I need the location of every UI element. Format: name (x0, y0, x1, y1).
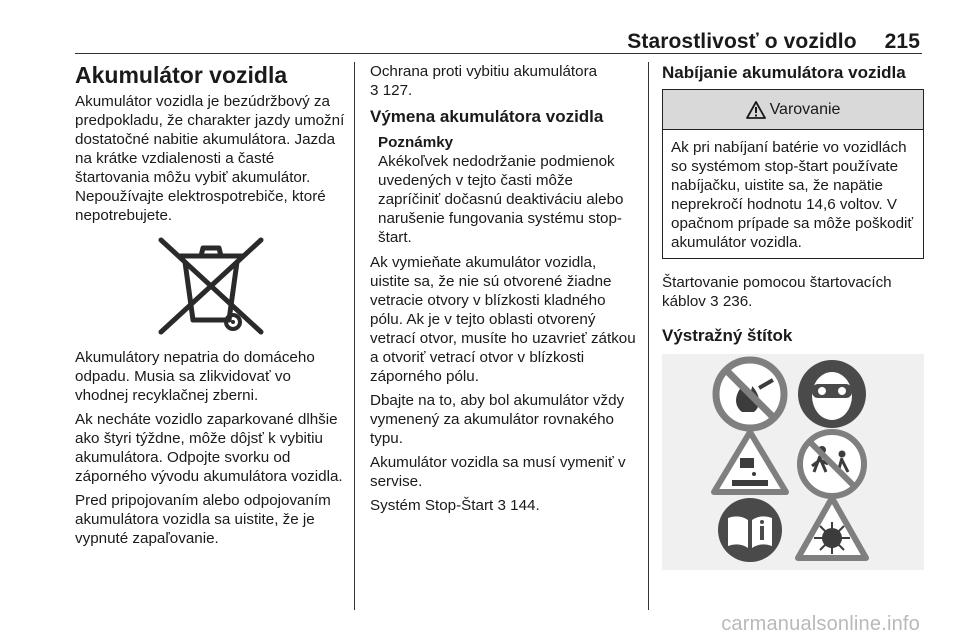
section-heading-battery: Akumulátor vozidla (75, 62, 288, 88)
crossed-out-wheelie-bin-icon (155, 234, 267, 338)
paragraph-jump-start-ref (662, 273, 924, 311)
section-heading-charging: Nabíjanie akumulátora vozidla (662, 63, 906, 82)
paragraph-disposal: Akumulátory nepatria do domáceho odpadu. Musia sa zlikvidovať vo vhodnej recyklačnej zberni. (75, 349, 315, 404)
paragraph-same-type: Dbajte na to, aby bol akumulátor vždy vymenený za akumulátor rovnakého typu. (370, 392, 625, 447)
warning-title: Varovanie (769, 101, 841, 118)
keep-away-from-children-icon (800, 432, 864, 496)
section-title: Starostlivosť o vozidlo (627, 30, 857, 53)
discharge-protection-text: Ochrana proti vybitiu akumulátora (370, 63, 598, 80)
warning-body (663, 130, 923, 258)
reference-arrow-icon: 3 (497, 497, 506, 514)
note-text: Akékoľvek nedodržanie podmienok uvedených v tejto časti môže zapríčiniť dočasnú deaktiváciu alebo narušenie fungovania systému stop-štart. (378, 153, 624, 246)
paragraph-maintenance: Akumulátor vozidla je bezúdržbový za predpokladu, že charakter jazdy umožní dostatočné nabitie akumulátora. Jazda na krátke vzdialenosti a časté štartovania môžu vybiť akumulátor. Nepoužívajte elektrospotrebiče, ktoré nepotrebujete. (75, 93, 345, 224)
paragraph-ignition: Pred pripojovaním alebo odpojovaním akumulátora vozidla sa uistite, že je vypnuté zapaľovanie. (75, 492, 331, 547)
no-fire-icon (716, 360, 784, 428)
column-divider-left (354, 62, 355, 610)
reference-arrow-icon: 3 (370, 82, 379, 99)
note-title: Poznámky (378, 134, 454, 151)
page-reference-link[interactable] (710, 293, 752, 310)
running-header (627, 30, 920, 54)
column-middle (370, 62, 638, 520)
section-heading-warning-label: Výstražný štítok (662, 326, 793, 345)
paragraph-discharge-protection (370, 62, 638, 100)
battery-warning-label-figure (662, 354, 924, 570)
warning-header (663, 90, 923, 130)
section-heading-replacement: Výmena akumulátora vozidla (370, 107, 604, 126)
reference-page: 127. (382, 82, 413, 99)
reference-page: 144. (510, 497, 540, 514)
note-block (370, 133, 638, 247)
watermark: carmanualsonline.info (721, 613, 920, 635)
eye-protection-icon (798, 360, 866, 428)
reference-page: 236. (722, 293, 753, 310)
warning-triangle-icon (746, 101, 766, 119)
stop-start-text: Systém Stop-Štart (370, 497, 494, 514)
warning-text: Ak pri nabíjaní batérie vo vozidlách so systémom stop-štart používate nabíjačku, uistite sa, že napätie neprekročí hodnotu 14,6 voltov. V opačnom prípade sa môže poškodiť akumulátor vozidla. (671, 139, 914, 251)
page-number: 215 (884, 30, 920, 53)
warning-box (662, 89, 924, 259)
read-manual-icon (718, 498, 782, 562)
header-rule (75, 53, 922, 54)
reference-arrow-icon: 3 (710, 293, 719, 310)
page-reference-link[interactable] (370, 82, 412, 99)
paragraph-stop-start-ref (370, 496, 638, 515)
column-left (75, 62, 345, 553)
paragraph-service: Akumulátor vozidla sa musí vymeniť v servise. (370, 454, 626, 490)
jump-start-text: Štartovanie pomocou štartovacích káblov (662, 274, 892, 310)
column-right (662, 62, 924, 570)
page-reference-link[interactable] (497, 497, 539, 514)
paragraph-parking: Ak necháte vozidlo zaparkované dlhšie ako štyri týždne, môže dôjsť k vybitiu akumulátora. Odpojte svorku od záporného vývodu akumulátora vozidla. (75, 411, 343, 485)
column-divider-right (648, 62, 649, 610)
paragraph-vent-holes: Ak vymieňate akumulátor vozidla, uistite sa, že nie sú otvorené žiadne vetracie otvory v blízkosti kladného pólu. Ak je v tejto oblasti otvorený vetrací otvor, musíte ho uzavrieť zátkou a otvoriť vetrací otvor v blízkosti záporného pólu. (370, 254, 636, 385)
